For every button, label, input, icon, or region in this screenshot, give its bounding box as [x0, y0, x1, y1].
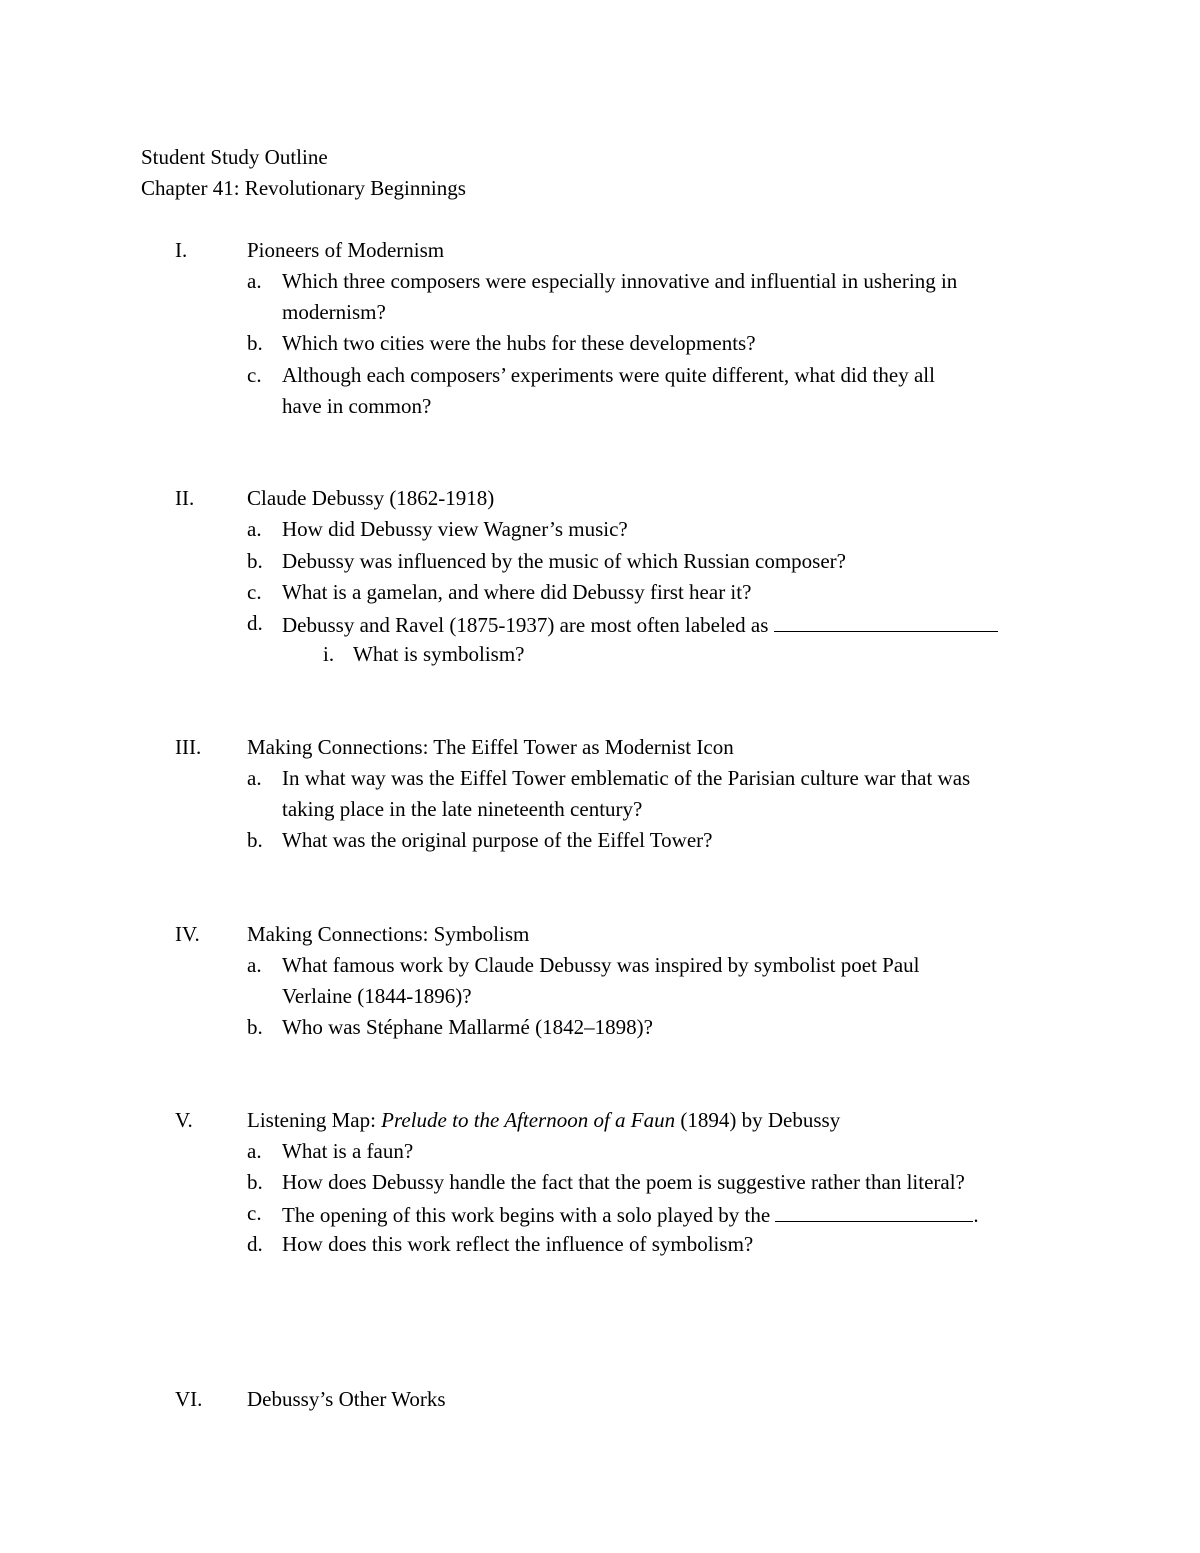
item-letter: a. [247, 517, 262, 541]
question-text: Verlaine (1844-1896)? [282, 984, 472, 1008]
question-text: Debussy and Ravel (1875-1937) are most often labeled as [282, 613, 769, 637]
item-letter: a. [247, 269, 262, 293]
answer-blank [775, 1203, 973, 1222]
question-text: Who was Stéphane Mallarmé (1842–1898)? [282, 1015, 653, 1039]
section-numeral: IV. [175, 922, 200, 946]
title-prefix: Listening Map: [247, 1108, 382, 1132]
question-text: What is a gamelan, and where did Debussy first hear it? [282, 580, 752, 604]
question-text: Which two cities were the hubs for these developments? [282, 331, 756, 355]
item-letter: b. [247, 331, 263, 355]
question-text: The opening of this work begins with a solo played by the [282, 1203, 771, 1227]
item-letter: a. [247, 1139, 262, 1163]
section-numeral: III. [175, 735, 202, 759]
item-letter: b. [247, 549, 263, 573]
section-numeral: II. [175, 486, 195, 510]
question-with-blank [282, 613, 998, 636]
item-letter: a. [247, 766, 262, 790]
end-punctuation: . [973, 1203, 979, 1227]
subquestion-text: What is symbolism? [353, 642, 525, 666]
question-text: modernism? [282, 300, 386, 324]
item-letter: d. [247, 1232, 263, 1256]
item-letter: b. [247, 1015, 263, 1039]
subitem-numeral: i. [323, 642, 335, 666]
section-numeral: VI. [175, 1387, 203, 1411]
question-text: What was the original purpose of the Eiffel Tower? [282, 828, 713, 852]
question-text: In what way was the Eiffel Tower emblematic of the Parisian culture war that was [282, 766, 971, 790]
question-text: How does this work reflect the influence of symbolism? [282, 1232, 754, 1256]
question-text: How did Debussy view Wagner’s music? [282, 517, 628, 541]
question-text: Which three composers were especially innovative and influential in ushering in [282, 269, 958, 293]
question-text: have in common? [282, 394, 432, 418]
item-letter: c. [247, 580, 262, 604]
item-letter: b. [247, 828, 263, 852]
section-title: Pioneers of Modernism [247, 238, 445, 262]
question-text: What famous work by Claude Debussy was inspired by symbolist poet Paul [282, 953, 920, 977]
question-text: How does Debussy handle the fact that the poem is suggestive rather than literal? [282, 1170, 965, 1194]
section-numeral: V. [175, 1108, 193, 1132]
question-with-blank [282, 1203, 979, 1226]
item-letter: c. [247, 1201, 262, 1225]
question-text: Although each composers’ experiments were quite different, what did they all [282, 363, 935, 387]
chapter-heading: Chapter 41: Revolutionary Beginnings [141, 176, 466, 200]
title-suffix: (1894) by Debussy [675, 1108, 841, 1132]
item-letter: c. [247, 363, 262, 387]
question-text: Debussy was influenced by the music of which Russian composer? [282, 549, 846, 573]
item-letter: b. [247, 1170, 263, 1194]
section-title [247, 1110, 840, 1131]
item-letter: a. [247, 953, 262, 977]
answer-blank [774, 613, 998, 632]
section-title: Making Connections: Symbolism [247, 922, 530, 946]
question-text: taking place in the late nineteenth century? [282, 797, 643, 821]
question-text: What is a faun? [282, 1139, 414, 1163]
item-letter: d. [247, 611, 263, 635]
section-numeral: I. [175, 238, 188, 262]
work-title: Prelude to the Afternoon of a Faun [381, 1108, 676, 1132]
section-title: Claude Debussy (1862-1918) [247, 486, 495, 510]
section-title: Making Connections: The Eiffel Tower as Modernist Icon [247, 735, 734, 759]
outline-title: Student Study Outline [141, 145, 328, 169]
section-title: Debussy’s Other Works [247, 1387, 446, 1411]
